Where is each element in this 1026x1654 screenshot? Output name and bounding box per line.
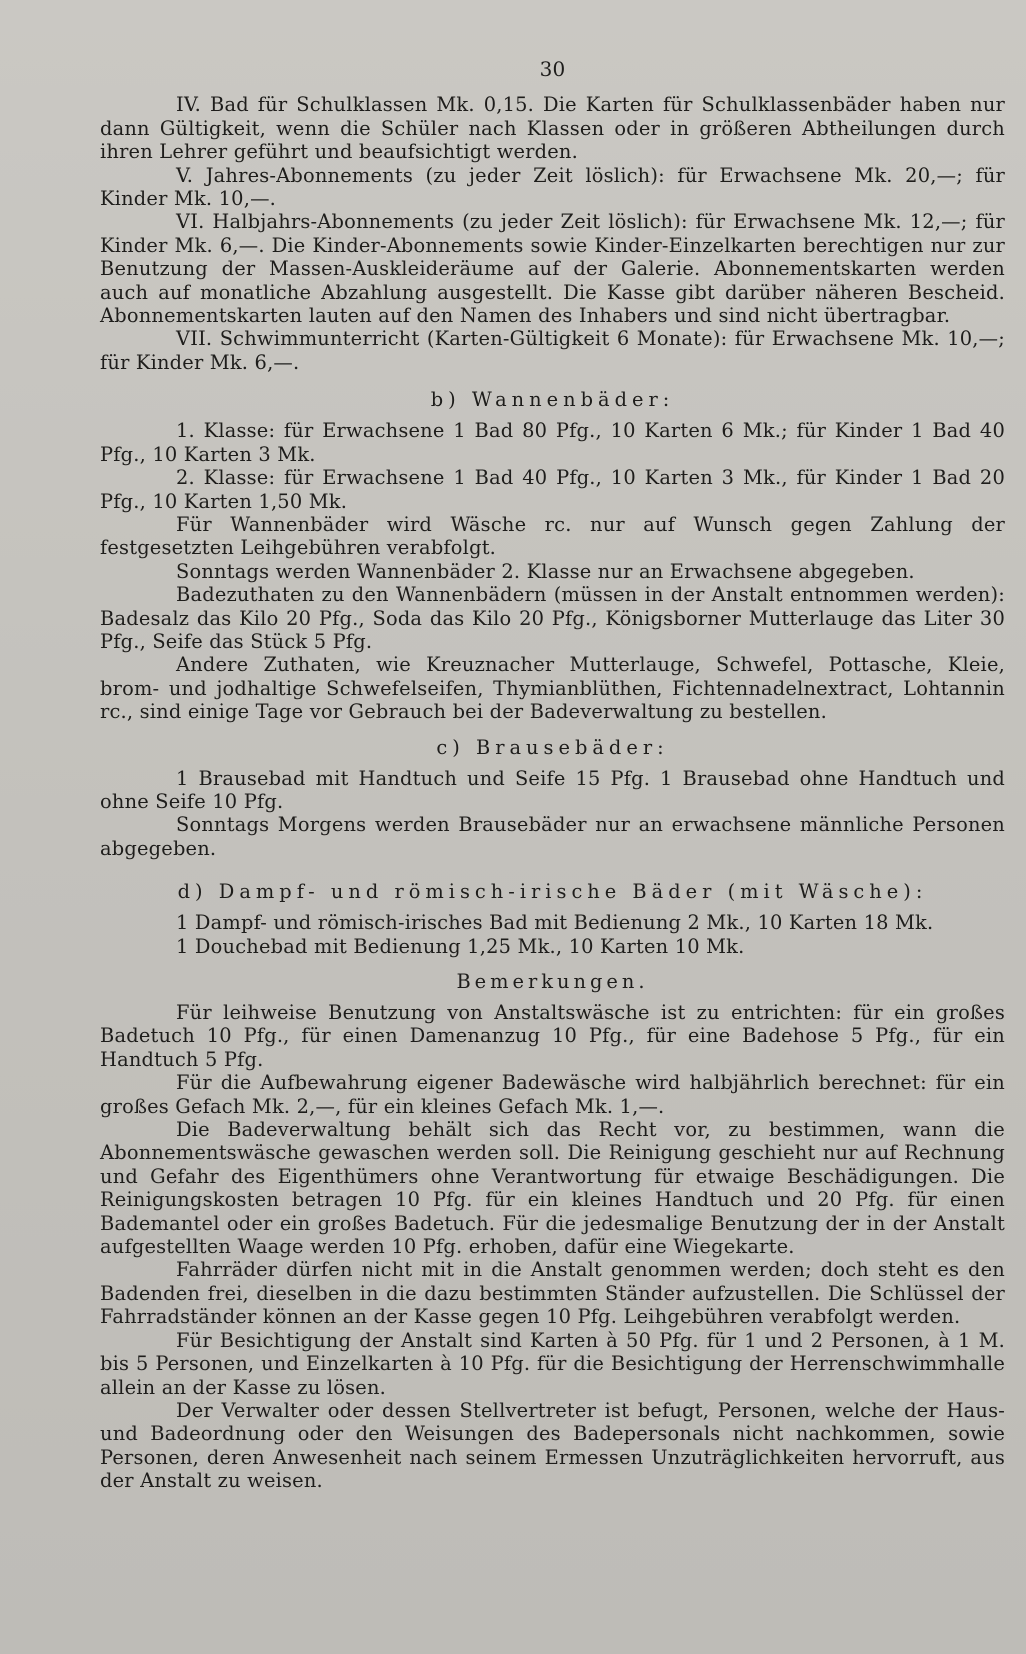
paragraph-iv-school-classes: IV. Bad für Schulklassen Mk. 0,15. Die Karten für Schulklassenbäder haben nur dann Gültigkeit, wenn die Schüler nach Klassen oder in größeren Abtheilungen durch ihren Lehrer geführt und beaufsichtigt werden. [100, 93, 1005, 164]
paragraph-expulsion: Der Verwalter oder dessen Stellvertreter ist befugt, Personen, welche der Haus- und Badeordnung oder den Weisungen des Badepersonals nicht nachkommen, sowie Personen, deren Anwesenheit nach seinem Ermessen Unzuträglichkeiten hervorruft, aus der Anstalt zu weisen. [100, 1398, 1005, 1493]
paragraph-bath-additives: Badezuthaten zu den Wannenbädern (müssen in der Anstalt entnommen werden): Badesalz das Kilo 20 Pfg., Soda das Kilo 20 Pfg., Königsborner Mutterlauge das Liter 30 Pfg., Seife das Stück 5 Pfg. [100, 583, 1005, 653]
section-b-heading: b) Wannenbäder: [430, 388, 675, 412]
remarks-heading: Bemerkungen. [456, 970, 649, 993]
paragraph-linen-rental: Für leihweise Benutzung von Anstaltswäsche ist zu entrichten: für ein großes Badetuch 10 Pfg., für einen Damenanzug 10 Pfg., für eine Badehose 5 Pfg., für ein Handtuch 5 Pfg. [100, 1001, 1005, 1071]
paragraph-sunday-showers: Sonntags Morgens werden Brausebäder nur an erwachsene männliche Personen abgegeben. [100, 813, 1005, 860]
paragraph-storage: Für die Aufbewahrung eigener Badewäsche wird halbjährlich berechnet: für ein großes Gefach Mk. 2,—, für ein kleines Gefach Mk. 1,—. [100, 1071, 1005, 1118]
paragraph-other-additives: Andere Zuthaten, wie Kreuznacher Mutterlauge, Schwefel, Pottasche, Kleie, brom- und jodhaltige Schwefelseifen, Thymianblüthen, Fichtennadelnextract, Lohtannin rc., sind einige Tage vor Gebrauch bei der Badeverwaltung zu bestellen. [100, 653, 1005, 724]
page-content [100, 58, 1005, 1493]
paragraph-vi-halfyear-subscriptions: VI. Halbjahrs-Abonnements (zu jeder Zeit löslich): für Erwachsene Mk. 12,—; für Kinder Mk. 6,—. Die Kinder-Abonnements sowie Kinder-Einzelkarten berechtigen nur zur Benutzung der Massen-Auskleideräume auf der Galerie. Abonnementskarten werden auch auf monatliche Abzahlung ausgestellt. Die Kasse gibt darüber näheren Bescheid. Abonnementskarten lauten auf den Namen des Inhabers und sind nicht übertragbar. [100, 210, 1005, 328]
paragraph-sundays: Sonntags werden Wannenbäder 2. Klasse nur an Erwachsene abgegeben. [176, 559, 915, 583]
paragraph-linen: Für Wannenbäder wird Wäsche rc. nur auf Wunsch gegen Zahlung der festgesetzten Leihgebühren verabfolgt. [100, 512, 1005, 560]
section-d-heading: d) Dampf- und römisch-irische Bäder (mit Wäsche): [177, 880, 928, 904]
section-d-steam-baths [100, 880, 1005, 958]
paragraph-visits: Für Besichtigung der Anstalt sind Karten à 50 Pfg. für 1 und 2 Personen, à 1 M. bis 5 Personen, und Einzelkarten à 10 Pfg. für die Besichtigung der Herrenschwimmhalle allein an der Kasse zu lösen. [100, 1328, 1005, 1399]
section-b-tub-baths [100, 388, 1005, 723]
section-c-shower-baths [100, 736, 1005, 861]
paragraph-vii-swimming-lessons: VII. Schwimmunterricht (Karten-Gültigkeit 6 Monate): für Erwachsene Mk. 10,—; für Kinder Mk. 6,—. [100, 327, 1005, 374]
section-c-heading: c) Brausebäder: [436, 735, 669, 759]
paragraph-steam-bath: 1 Dampf- und römisch-irisches Bad mit Bedienung 2 Mk., 10 Karten 18 Mk. [176, 911, 934, 935]
paragraph-class-1: 1. Klasse: für Erwachsene 1 Bad 80 Pfg., 10 Karten 6 Mk.; für Kinder 1 Bad 40 Pfg., 10 Karten 3 Mk. [100, 419, 1005, 466]
paragraph-bicycles: Fahrräder dürfen nicht mit in die Anstalt genommen werden; doch steht es den Badenden frei, dieselben in die dazu bestimmten Ständer aufzustellen. Die Schlüssel der Fahrradständer können an der Kasse gegen 10 Pfg. Leihgebühren verabfolgt werden. [100, 1258, 1005, 1329]
paragraph-shower-prices: 1 Brausebad mit Handtuch und Seife 15 Pfg. 1 Brausebad ohne Handtuch und ohne Seife 10 Pfg. [100, 766, 1005, 813]
paragraph-douche-bath: 1 Douchebad mit Bedienung 1,25 Mk., 10 Karten 10 Mk. [176, 934, 745, 958]
page-number: 30 [539, 57, 566, 81]
paragraph-v-annual-subscriptions: V. Jahres-Abonnements (zu jeder Zeit löslich): für Erwachsene Mk. 20,—; für Kinder Mk. 10,—. [100, 163, 1005, 211]
section-a-tariffs [100, 93, 1005, 374]
paragraph-class-2: 2. Klasse: für Erwachsene 1 Bad 40 Pfg., 10 Karten 3 Mk., für Kinder 1 Bad 20 Pfg., 10 Karten 1,50 Mk. [100, 466, 1005, 513]
paragraph-laundry: Die Badeverwaltung behält sich das Recht vor, zu bestimmen, wann die Abonnementswäsche gewaschen werden soll. Die Reinigung geschieht nur auf Rechnung und Gefahr des Eigenthümers ohne Verantwortung für etwaige Beschädigungen. Die Reinigungskosten betragen 10 Pfg. für ein kleines Handtuch und 20 Pfg. für einen Bademantel oder ein großes Badetuch. Für die jedesmalige Benutzung der in der Anstalt aufgestellten Waage werden 10 Pfg. erhoben, dafür eine Wiegekarte. [100, 1118, 1005, 1259]
section-remarks [100, 970, 1005, 1493]
